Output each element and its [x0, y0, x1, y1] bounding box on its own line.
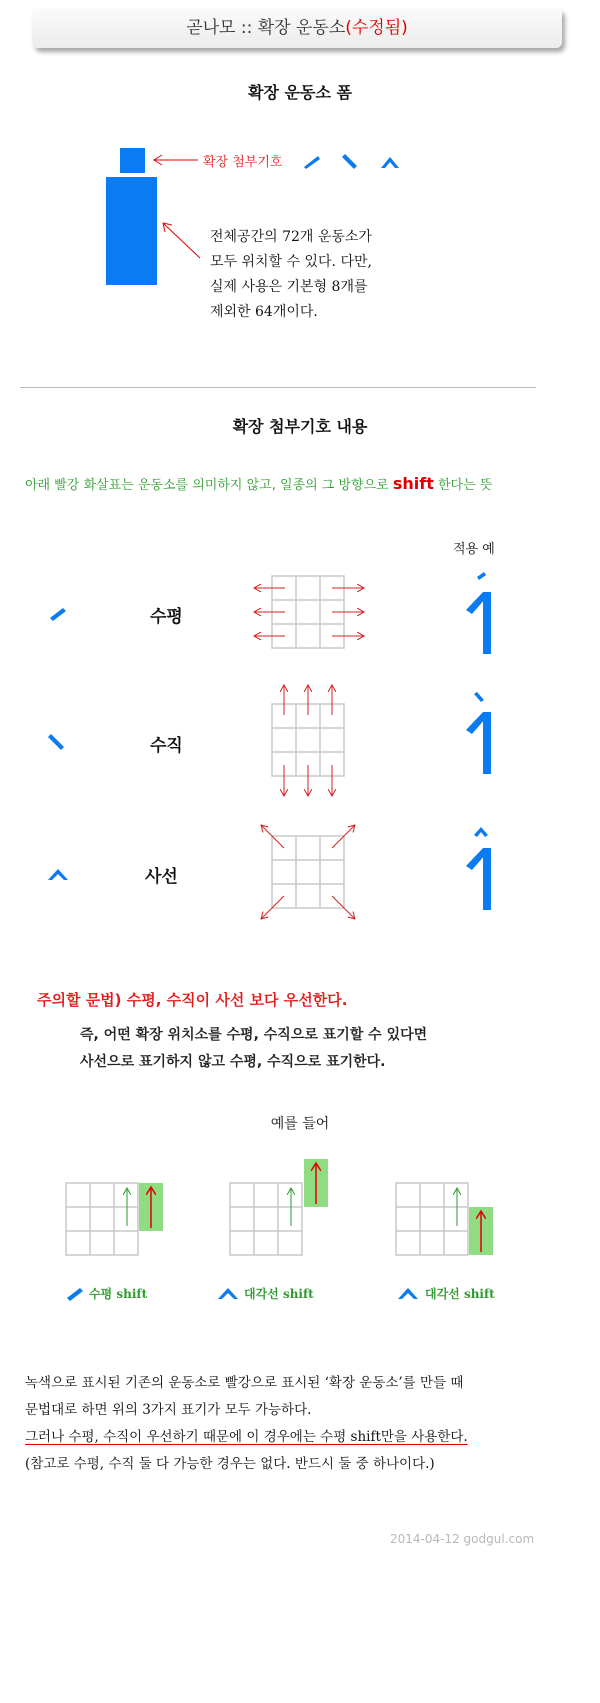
content-heading: 확장 첨부기호 내용	[232, 417, 368, 436]
desc-line: 제외한 64개이다.	[210, 304, 318, 320]
example-1	[66, 1183, 163, 1255]
row-label-horizontal: 수평	[150, 607, 183, 627]
shift-note-keyword: shift	[392, 474, 434, 493]
example-3	[396, 1183, 493, 1255]
rows-diagram	[0, 560, 600, 940]
caret-mark-icon	[48, 869, 68, 880]
footer-credit: 2014-04-12 godgul.com	[390, 1532, 535, 1546]
example-column-label: 적용 예	[453, 542, 495, 557]
conclusion-line: 녹색으로 표시된 기존의 운동소로 빨강으로 표시된 ‘확장 운동소’를 만들 때	[25, 1375, 464, 1391]
conclusion-line: (참고로 수평, 수직 둘 다 가능한 경우는 없다. 반드시 둘 중 하나이다.)	[25, 1456, 435, 1472]
example-glyph-diagonal	[466, 827, 491, 910]
shift-note	[25, 474, 492, 493]
row-label-vertical: 수직	[150, 736, 183, 756]
marker-icons	[0, 0, 600, 400]
form-description	[210, 225, 510, 325]
page-title: 곧나모 :: 확장 운동소	[186, 18, 346, 38]
conclusion-line: 문법대로 하면 위의 3가지 표기가 모두 가능하다.	[25, 1402, 312, 1418]
shift-arrows-horizontal	[254, 588, 364, 636]
shift-note-text-end: 한다는 뜻	[433, 478, 493, 493]
caret-mark-icon	[218, 1288, 238, 1299]
acute-mark-icon	[50, 608, 66, 621]
caption-1: 수평 shift	[89, 1287, 148, 1301]
row-label-diagonal: 사선	[145, 867, 178, 887]
desc-line: 실제 사용은 기본형 8개를	[210, 279, 368, 295]
rule-body	[80, 1022, 427, 1076]
rule-heading: 주의할 문법) 수평, 수직이 사선 보다 우선한다.	[37, 991, 348, 1009]
marker-label: 확장 첨부기호	[203, 155, 283, 170]
caret-mark-icon	[398, 1288, 418, 1299]
acute-mark-icon	[304, 156, 320, 169]
grave-mark-icon	[48, 734, 64, 750]
example-glyph-vertical	[466, 692, 491, 774]
caption-2: 대각선 shift	[244, 1287, 314, 1301]
desc-line: 전체공간의 72개 운동소가	[210, 229, 372, 245]
conclusion	[25, 1370, 585, 1478]
shift-arrows-vertical	[284, 685, 332, 796]
caret-mark-icon	[381, 157, 399, 168]
example-heading: 예를 들어	[270, 1116, 330, 1132]
rule-line: 즉, 어떤 확장 위치소를 수평, 수직으로 표기할 수 있다면	[80, 1027, 428, 1043]
shift-arrows-diagonal	[261, 825, 355, 919]
section-divider	[20, 387, 536, 388]
conclusion-line-emphasis: 그러나 수평, 수직이 우선하기 때문에 이 경우에는 수평 shift만을 사용한다.	[25, 1429, 468, 1445]
example-glyph-horizontal	[466, 572, 491, 654]
page-title-suffix: (수정됨)	[345, 18, 408, 38]
caption-3: 대각선 shift	[425, 1287, 495, 1301]
example-2	[230, 1159, 328, 1255]
shift-note-text: 아래 빨강 화살표는 운동소를 의미하지 않고, 일종의 그 방향으로	[25, 478, 393, 493]
form-heading: 확장 운동소 폼	[248, 83, 352, 102]
desc-line: 모두 위치할 수 있다. 다만,	[210, 254, 372, 270]
rule-line: 사선으로 표기하지 않고 수평, 수직으로 표기한다.	[80, 1054, 386, 1070]
acute-mark-icon	[67, 1288, 83, 1301]
grave-mark-icon	[342, 154, 357, 169]
